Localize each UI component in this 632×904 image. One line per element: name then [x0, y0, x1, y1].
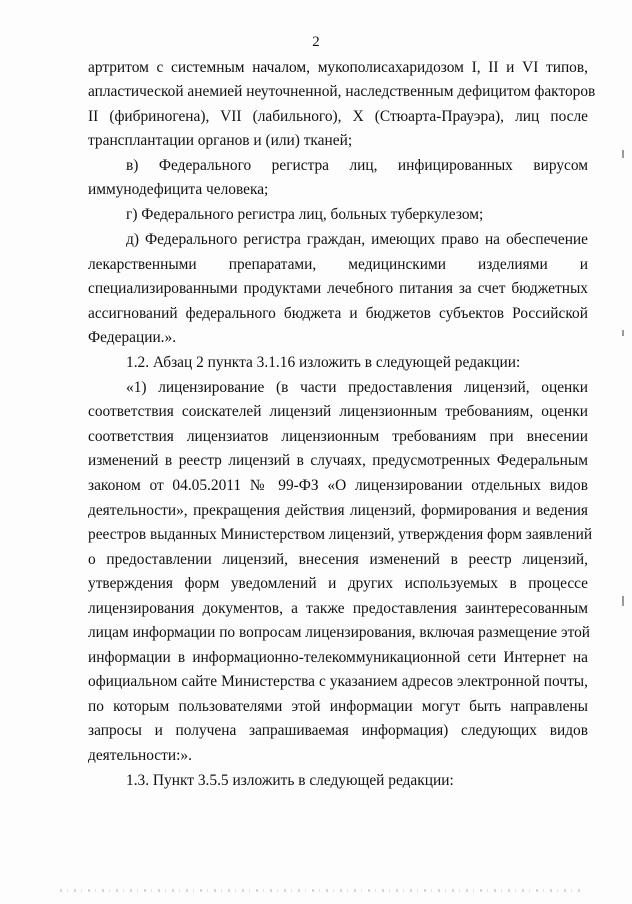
- text-line: утверждения форм уведомлений и других используемых в процессе: [88, 575, 588, 592]
- text-line: Федерации.».: [88, 329, 177, 346]
- text-line: изменений в реестр лицензий в случаях, предусмотренных Федеральным: [88, 452, 588, 469]
- scan-noise: [60, 889, 580, 892]
- text-line: 1.2. Абзац 2 пункта 3.1.16 изложить в следующей редакции:: [126, 354, 521, 371]
- text-line: по которым пользователями этой информации могут быть направлены: [88, 698, 588, 715]
- scan-edge-mark: [622, 330, 624, 336]
- text-line: иммунодефицита человека;: [88, 181, 269, 198]
- text-line: лицензирования документов, а также предоставления заинтересованным: [88, 600, 588, 617]
- text-line: соответствия соискателей лицензий лицензионным требованиям, оценки: [88, 403, 588, 420]
- text-line: соответствия лицензиатов лицензионным требованиям при внесении: [88, 428, 588, 445]
- text-line: артритом с системным началом, мукополисахаридозом I, II и VI типов,: [88, 59, 588, 76]
- scan-edge-mark: [622, 150, 624, 158]
- page-number: 2: [312, 34, 320, 50]
- text-line: специализированными продуктами лечебного питания за счет бюджетных: [88, 280, 588, 297]
- text-line: лекарственными препаратами, медицинскими изделиями и: [88, 256, 588, 273]
- text-line: «1) лицензирование (в части предоставления лицензий, оценки: [126, 379, 588, 396]
- text-line: трансплантации органов и (или) тканей;: [88, 132, 353, 149]
- text-line: деятельности:».: [88, 747, 192, 764]
- text-line: официальном сайте Министерства с указанием адресов электронной почты,: [88, 673, 588, 690]
- text-line: 1.3. Пункт 3.5.5 изложить в следующей редакции:: [126, 772, 454, 789]
- text-line: о предоставлении лицензий, внесения изменений в реестр лицензий,: [88, 551, 588, 568]
- text-line: законом от 04.05.2011 № 99-ФЗ «О лицензировании отдельных видов: [88, 477, 588, 494]
- text-line: запросы и получена запрашиваемая информация) следующих видов: [88, 722, 588, 739]
- text-line: д) Федерального регистра граждан, имеющих право на обеспечение: [126, 231, 588, 248]
- text-line: информации в информационно-телекоммуникационной сети Интернет на: [88, 649, 588, 666]
- scan-edge-mark: [622, 596, 624, 606]
- text-line: II (фибриногена), VII (лабильного), X (Стюарта-Прауэра), лиц после: [88, 108, 588, 125]
- text-line: реестров выданных Министерством лицензий, утверждения форм заявлений: [88, 526, 593, 543]
- text-line: г) Федерального регистра лиц, больных туберкулезом;: [126, 206, 484, 223]
- text-line: апластической анемией неуточненной, наследственным дефицитом факторов: [88, 83, 596, 100]
- text-line: деятельности», прекращения действия лицензий, формирования и ведения: [88, 502, 588, 519]
- text-line: ассигнований федерального бюджета и бюджетов субъектов Российской: [88, 305, 588, 322]
- text-line: лицам информации по вопросам лицензирования, включая размещение этой: [88, 624, 591, 641]
- text-line: в) Федерального регистра лиц, инфицированных вирусом: [126, 157, 588, 174]
